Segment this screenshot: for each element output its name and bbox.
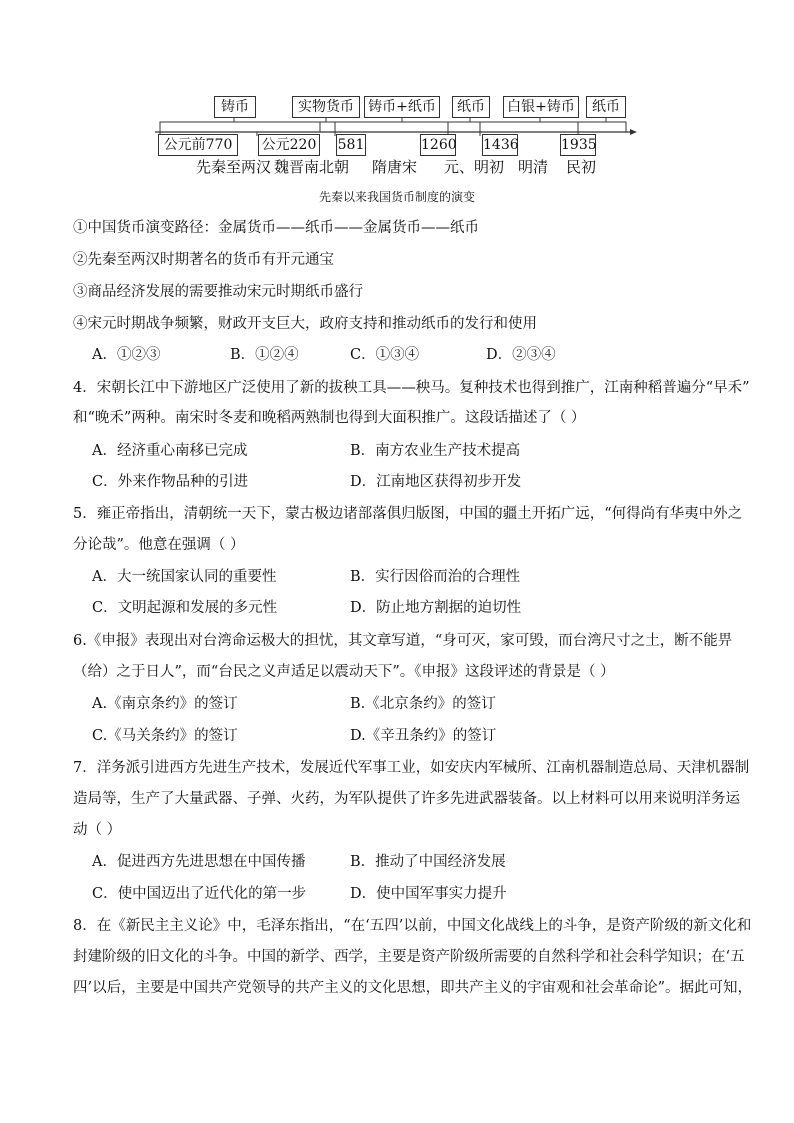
era-sui-tang-song: 隋唐宋 xyxy=(372,158,418,176)
label-cast-coin-1: 铸币 xyxy=(214,96,256,118)
q7-stem-line-3: 动（ ） xyxy=(73,822,122,838)
figure-caption: 先秦以来我国货币制度的演变 xyxy=(318,190,475,204)
q3-option-b: B．①②④ xyxy=(230,347,299,363)
date-581: 581 xyxy=(336,134,366,156)
q4-option-a: A．经济重心南移已完成 xyxy=(92,443,248,459)
q3-statement-2: ②先秦至两汉时期著名的货币有开元通宝 xyxy=(73,252,334,268)
q7-stem-line-1: 7．洋务派引进西方先进生产技术，发展近代军事工业，如安庆内军械所、江南机器制造总局、天津机器制 xyxy=(73,760,750,776)
currency-timeline-figure xyxy=(150,92,640,182)
q6-stem-line-2: （给）之于日人”，而“台民之义声适足以震动天下”。《申报》这段评述的背景是（ ） xyxy=(73,664,615,680)
q7-option-d: D．使中国军事实力提升 xyxy=(350,886,507,902)
q6-option-b: B.《北京条约》的签订 xyxy=(350,696,496,712)
q4-stem-line-2: 和“晚禾”两种。南宋时冬麦和晚稻两熟制也得到大面积推广。这段话描述了（ ） xyxy=(73,410,586,426)
date-1260: 1260 xyxy=(420,134,456,156)
q7-option-b: B．推动了中国经济发展 xyxy=(350,854,506,870)
label-coin-and-paper: 铸币+纸币 xyxy=(364,96,440,118)
era-pre-qin-han: 先秦至两汉 xyxy=(196,158,272,176)
q8-stem-line-3: 四’以后，主要是中国共产党领导的共产主义的文化思想，即共产主义的宇宙观和社会革命论”。据此可知， xyxy=(73,980,753,996)
q3-option-d: D．②③④ xyxy=(486,347,556,363)
q4-option-d: D．江南地区获得初步开发 xyxy=(350,474,522,490)
date-1935: 1935 xyxy=(560,134,596,156)
label-paper-money-1: 纸币 xyxy=(452,96,490,118)
q5-stem-line-2: 分论哉”。他意在强调（ ） xyxy=(73,537,245,553)
date-220: 公元220 xyxy=(258,134,320,156)
q5-stem-line-1: 5．雍正帝指出，清朝统一天下，蒙古极边诸部落俱归版图，中国的疆土开拓广远，“何得尚有华夷中外之 xyxy=(73,506,743,522)
label-paper-money-2: 纸币 xyxy=(586,96,626,118)
q5-option-a: A．大一统国家认同的重要性 xyxy=(92,569,277,585)
q4-option-b: B．南方农业生产技术提高 xyxy=(350,443,521,459)
q4-option-c: C．外来作物品种的引进 xyxy=(92,474,249,490)
q3-option-c: C．①③④ xyxy=(350,347,420,363)
q7-stem-line-2: 造局等，生产了大量武器、子弹、火药，为军队提供了许多先进武器装备。以上材料可以用来说明洋务运 xyxy=(73,791,740,807)
label-silver-and-coin: 白银+铸币 xyxy=(503,96,579,118)
era-yuan-early-ming: 元、明初 xyxy=(444,158,505,176)
era-wei-jin: 魏晋南北朝 xyxy=(274,158,350,176)
era-ming-qing: 明清 xyxy=(518,158,549,176)
q3-option-a: A．①②③ xyxy=(92,347,161,363)
q6-option-c: C.《马关条约》的签订 xyxy=(92,728,238,744)
date-770bc: 公元前770 xyxy=(158,134,238,156)
q3-statement-3: ③商品经济发展的需要推动宋元时期纸币盛行 xyxy=(73,284,363,300)
q6-option-d: D.《辛丑条约》的签订 xyxy=(350,728,497,744)
q4-stem-line-1: 4．宋朝长江中下游地区广泛使用了新的拔秧工具——秧马。复种技术也得到推广，江南种稻普遍分“早禾” xyxy=(73,380,750,396)
q8-stem-line-1: 8．在《新民主主义论》中，毛泽东指出，“在‘五四’以前，中国文化战线上的斗争，是资产阶级的新文化和 xyxy=(73,918,752,934)
q8-stem-line-2: 封建阶级的旧文化的斗争。中国的新学、西学，主要是资产阶级所需要的自然科学和社会科学知识；在‘五 xyxy=(73,949,745,965)
q3-statement-1: ①中国货币演变路径：金属货币——纸币——金属货币——纸币 xyxy=(73,220,479,236)
q5-option-c: C．文明起源和发展的多元性 xyxy=(92,600,278,616)
q6-option-a: A.《南京条约》的签订 xyxy=(92,696,238,712)
q5-option-b: B．实行因俗而治的合理性 xyxy=(350,569,521,585)
label-commodity-money: 实物货币 xyxy=(292,96,360,118)
q5-option-d: D．防止地方割据的迫切性 xyxy=(350,600,522,616)
era-early-republic: 民初 xyxy=(566,158,597,176)
q7-option-c: C．使中国迈出了近代化的第一步 xyxy=(92,886,307,902)
date-1436: 1436 xyxy=(482,134,518,156)
q3-statement-4: ④宋元时期战争频繁，财政开支巨大，政府支持和推动纸币的发行和使用 xyxy=(73,316,537,332)
q6-stem-line-1: 6.《申报》表现出对台湾命运极大的担忧，其文章写道，“身可灭，家可毁，而台湾尺寸之土，断不能畀 xyxy=(73,633,733,649)
q7-option-a: A．促进西方先进思想在中国传播 xyxy=(92,854,306,870)
